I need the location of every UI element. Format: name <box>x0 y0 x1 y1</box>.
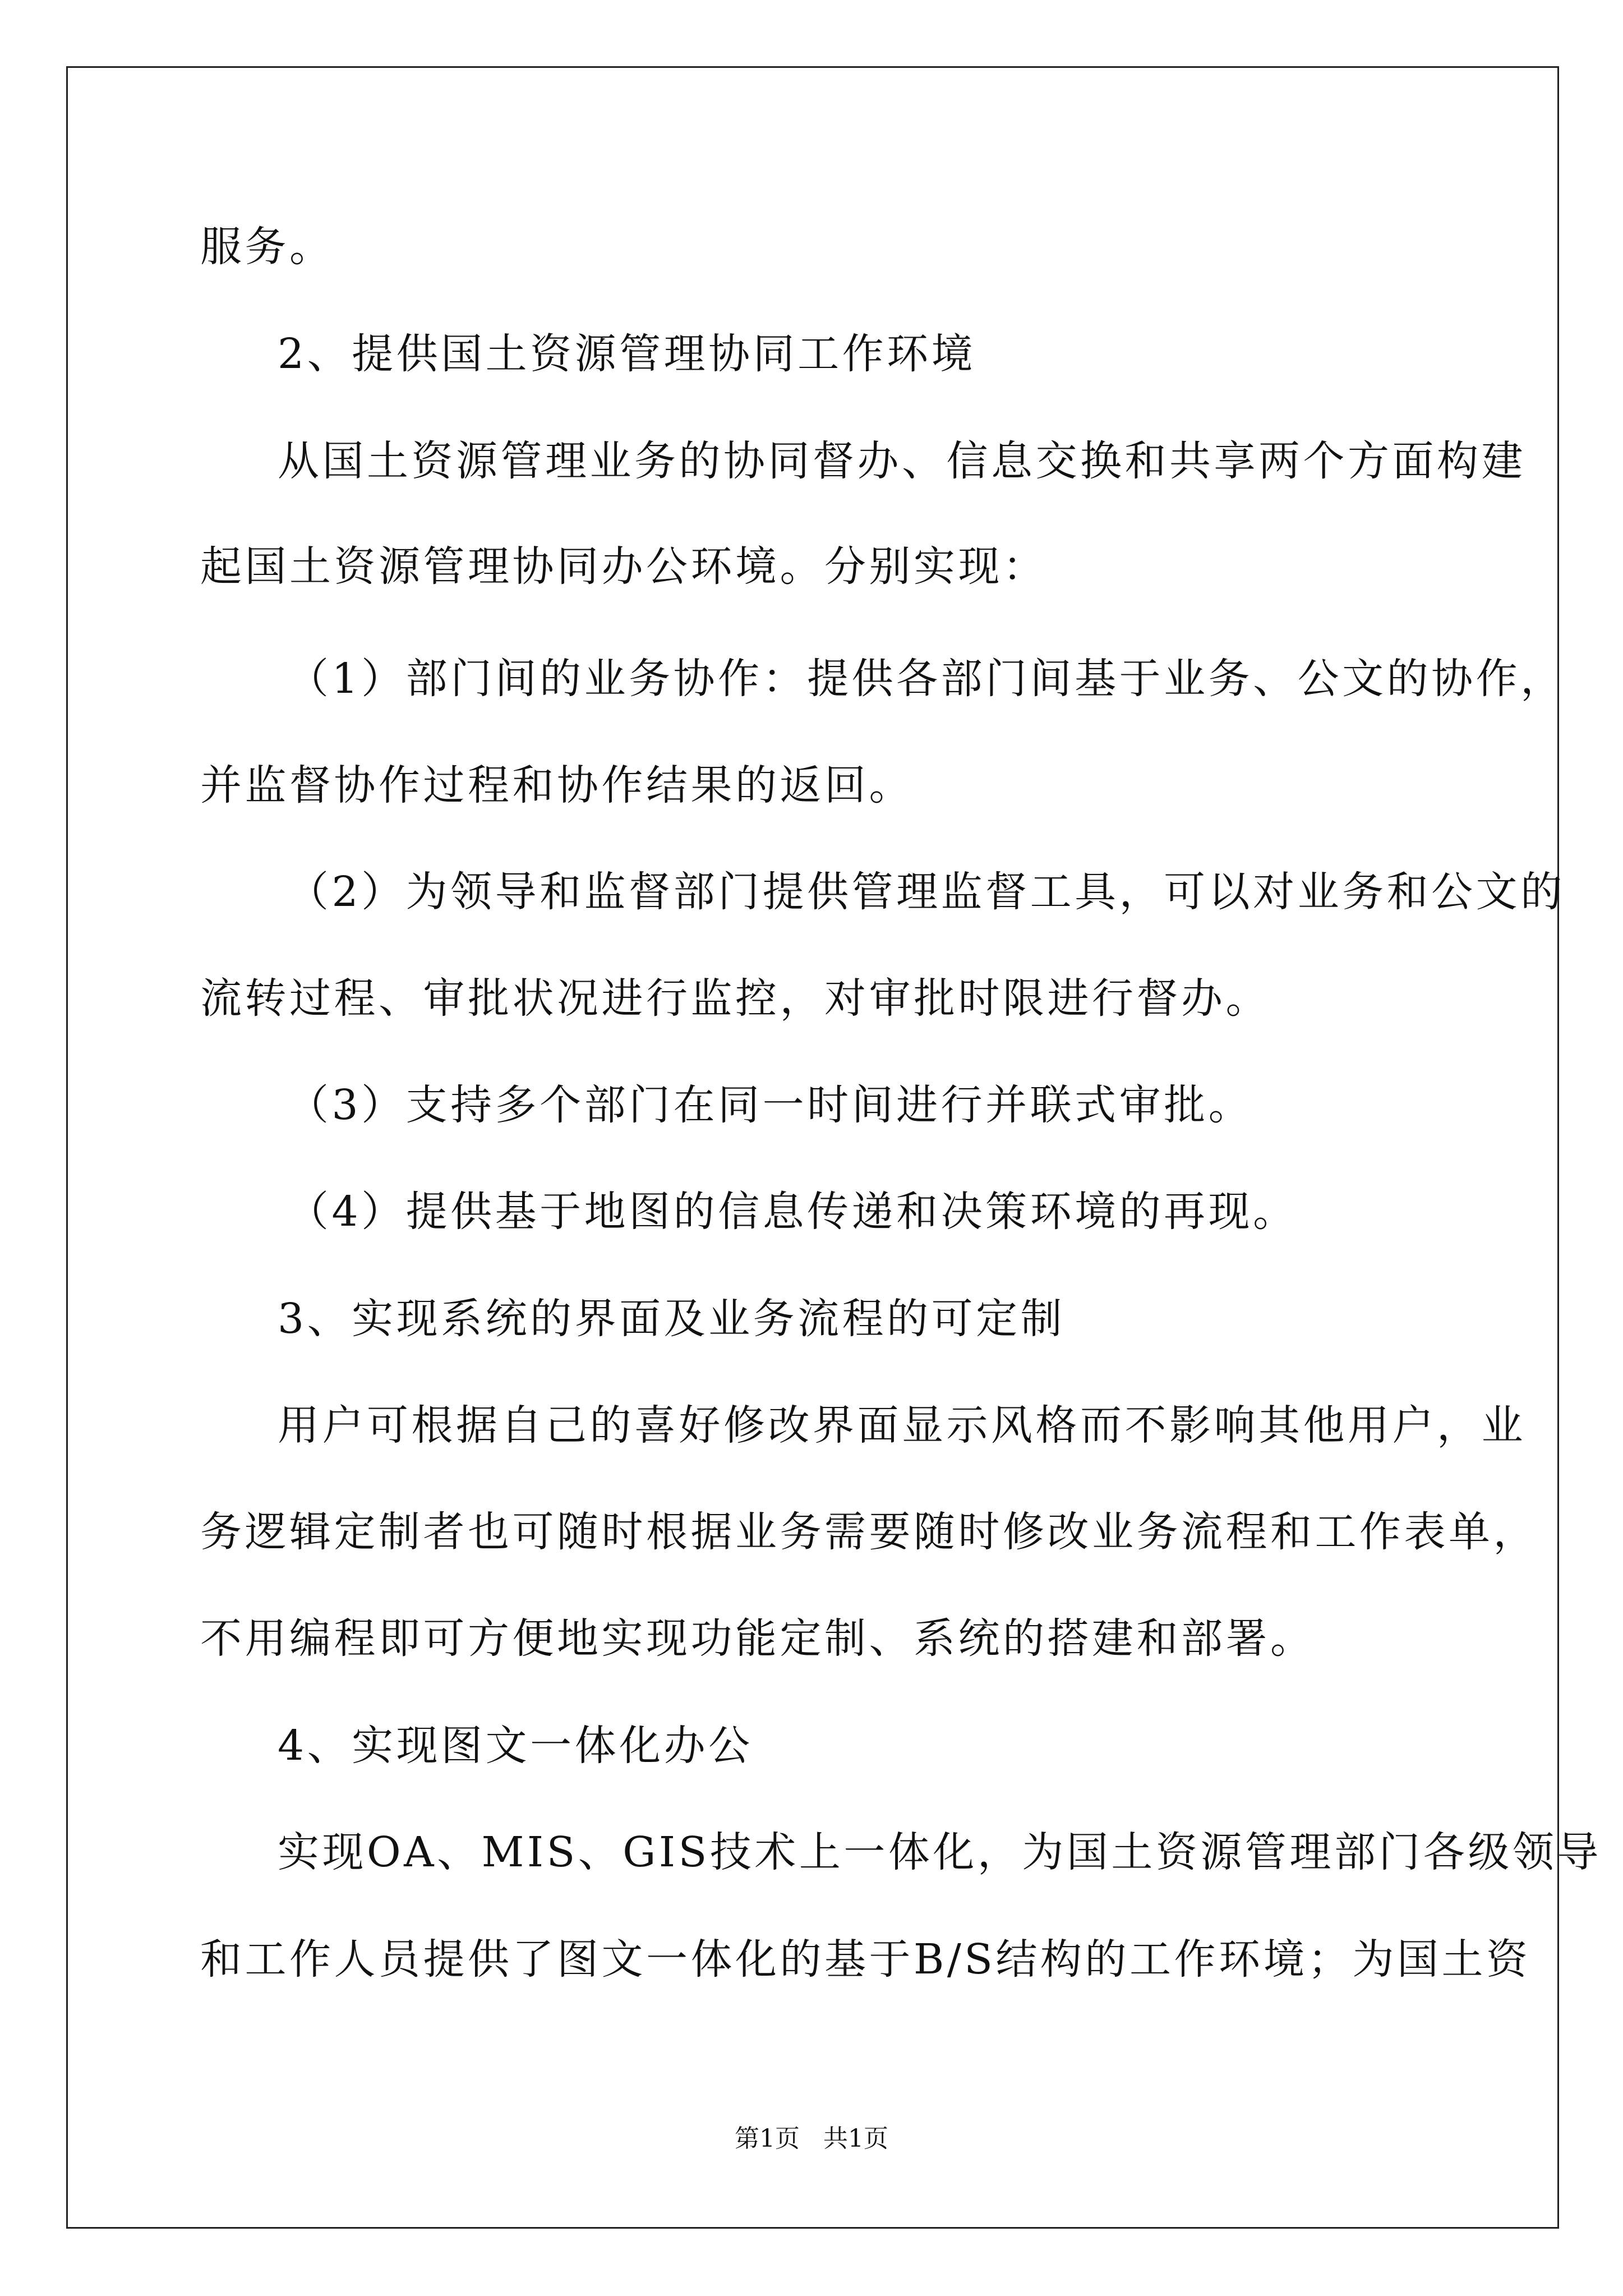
text-line: 和工作人员提供了图文一体化的基于B/S结构的工作环境；为国土资 <box>200 1935 1531 1984</box>
section-heading: 2、提供国土资源管理协同工作环境 <box>278 330 976 378</box>
list-item: （2）为领导和监督部门提供管理监督工具，可以对业务和公文的 <box>287 868 1565 916</box>
text-line: 用户可根据自己的喜好修改界面显示风格而不影响其他用户，业 <box>278 1401 1526 1450</box>
list-item: （1）部门间的业务协作：提供各部门间基于业务、公文的协作， <box>287 655 1565 703</box>
section-heading: 3、实现系统的界面及业务流程的可定制 <box>278 1295 1066 1343</box>
page-footer: 第1页 共1页 <box>735 2124 888 2153</box>
section-heading: 4、实现图文一体化办公 <box>278 1722 753 1770</box>
page-border <box>66 66 1559 2229</box>
text-line: 服务。 <box>200 223 334 271</box>
list-item: （4）提供基于地图的信息传递和决策环境的再现。 <box>287 1188 1298 1236</box>
text-line: 并监督协作过程和协作结果的返回。 <box>200 761 914 809</box>
text-line: 流转过程、审批状况进行监控，对审批时限进行督办。 <box>200 974 1270 1023</box>
text-line: 实现OA、MIS、GIS技术上一体化，为国土资源管理部门各级领导 <box>278 1828 1602 1876</box>
text-line: 务逻辑定制者也可随时根据业务需要随时修改业务流程和工作表单， <box>200 1508 1538 1556</box>
text-line: 不用编程即可方便地实现功能定制、系统的搭建和部署。 <box>200 1614 1315 1663</box>
list-item: （3）支持多个部门在同一时间进行并联式审批。 <box>287 1081 1253 1129</box>
text-line: 起国土资源管理协同办公环境。分别实现： <box>200 542 1048 591</box>
text-line: 从国土资源管理业务的协同督办、信息交换和共享两个方面构建 <box>278 437 1526 485</box>
